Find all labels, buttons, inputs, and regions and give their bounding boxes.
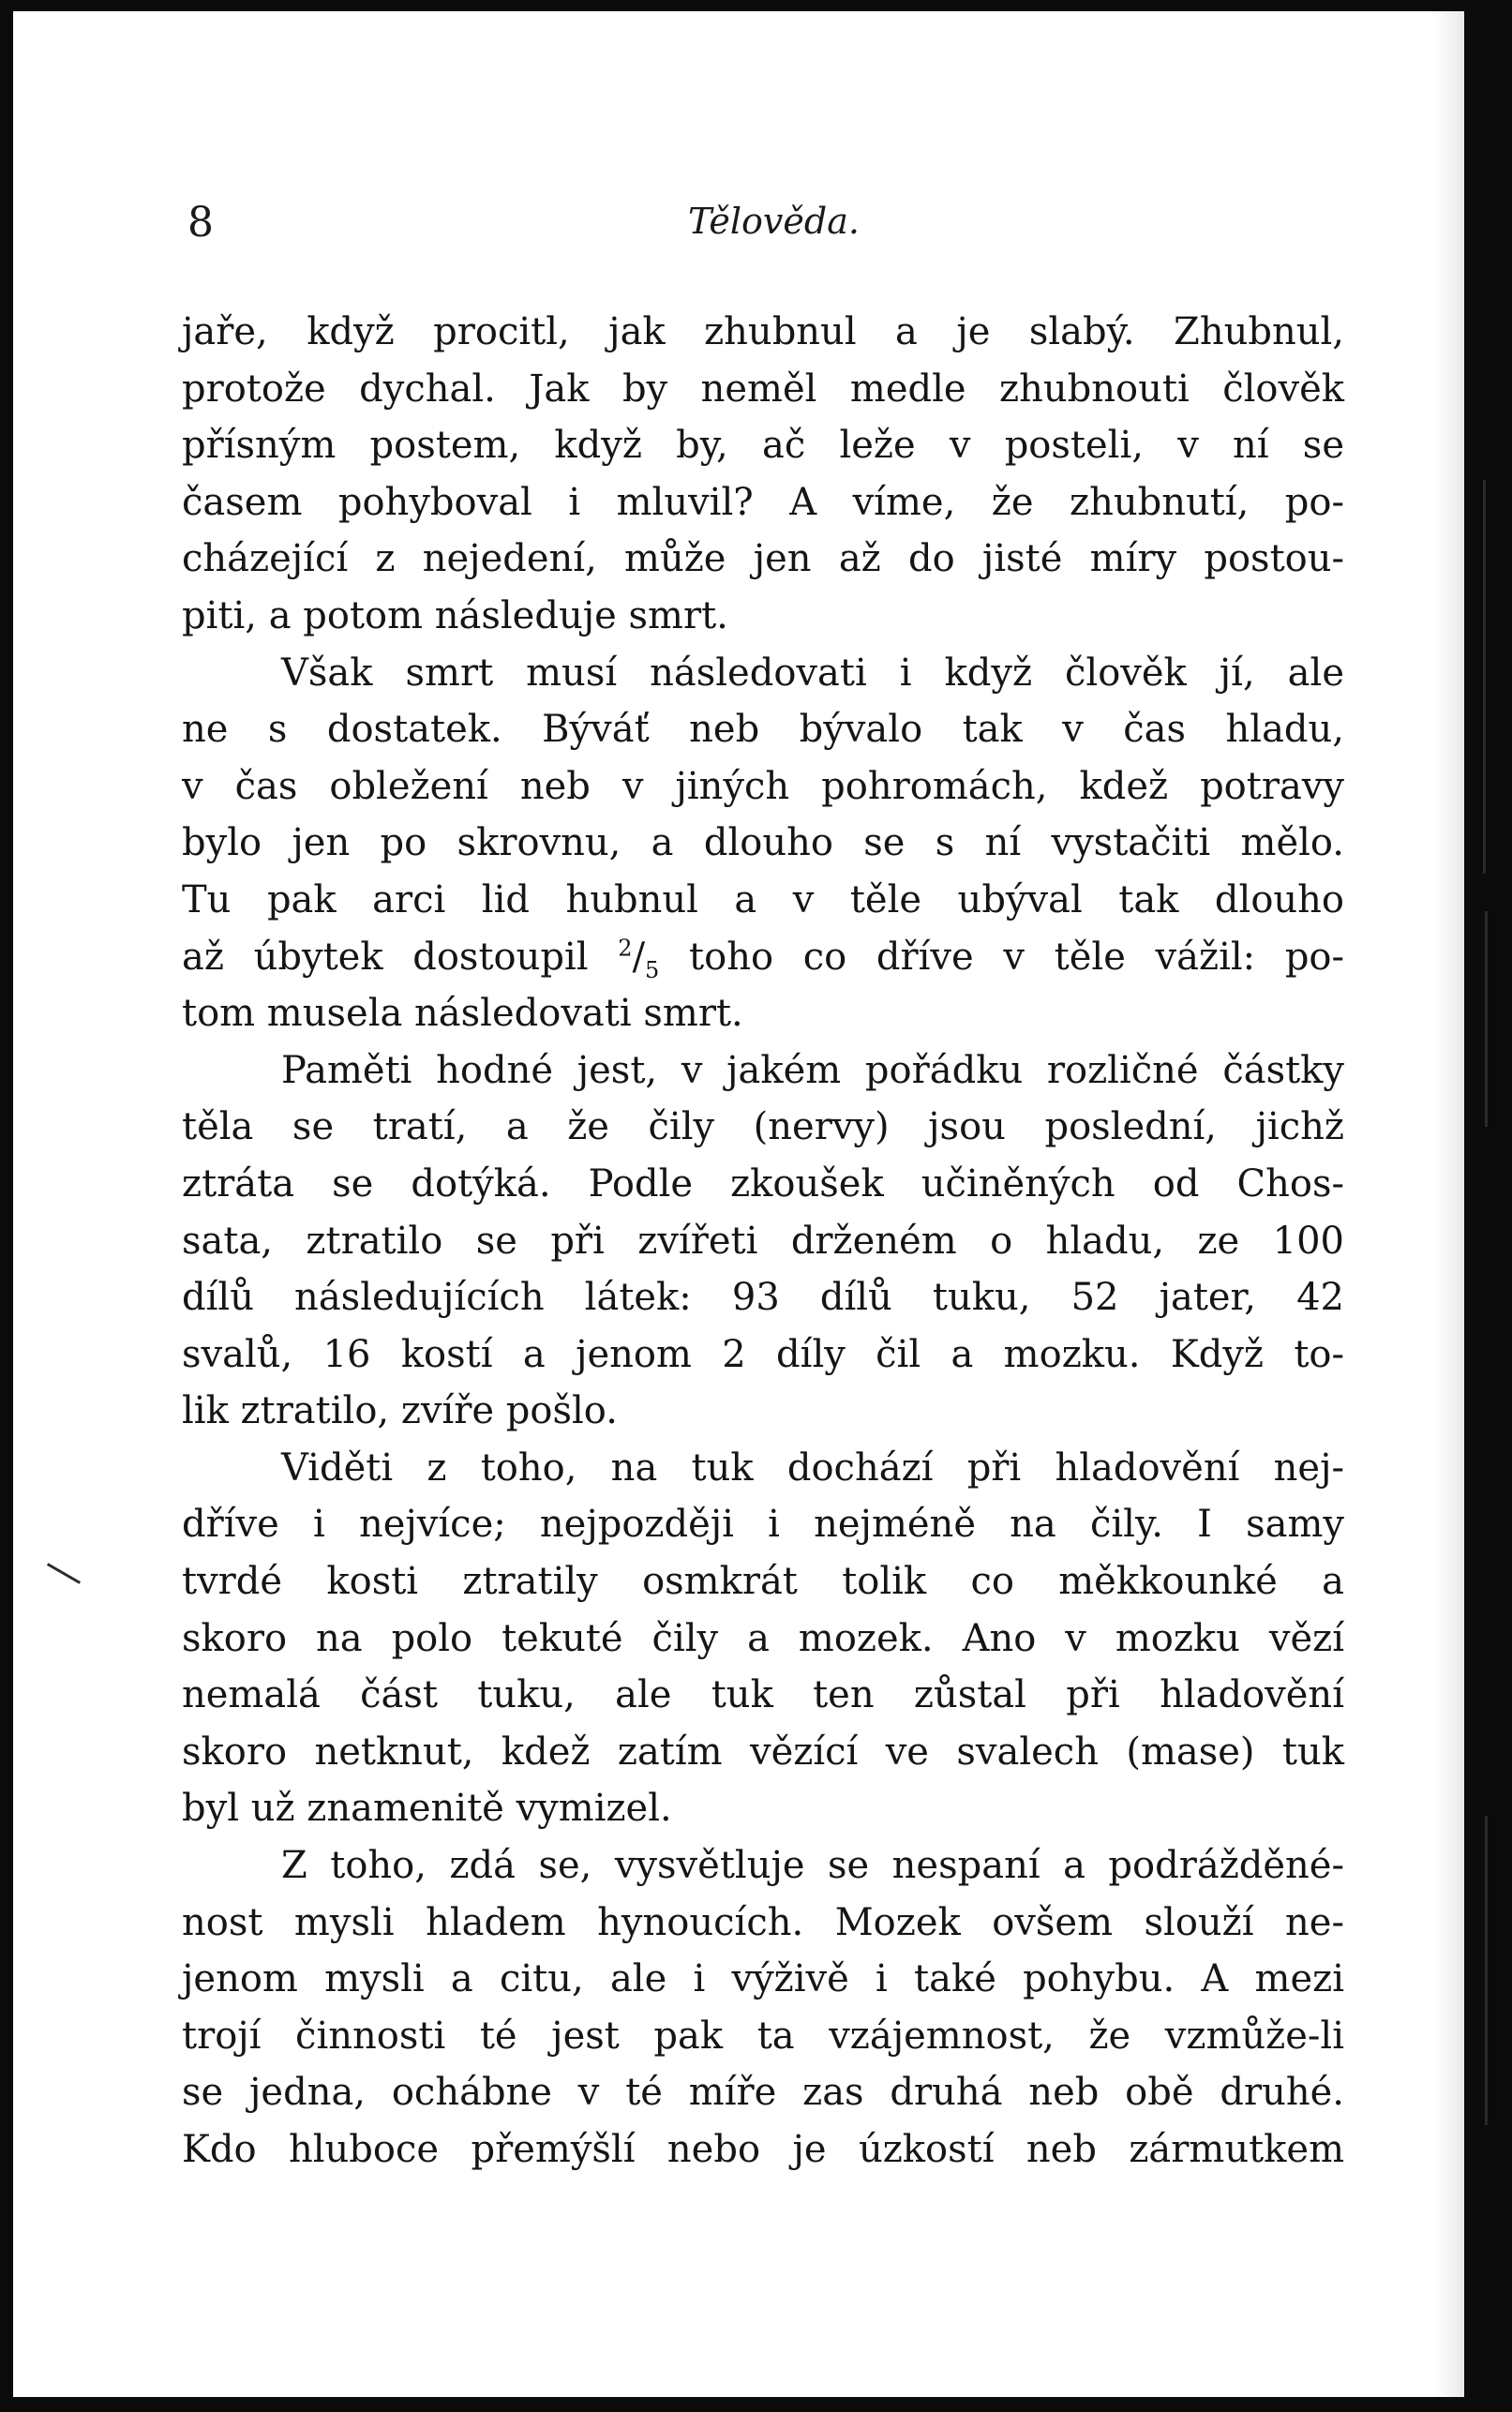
text-line: jaře, když procitl, jak zhubnul a je slabý. Zhubnul, [182, 310, 1344, 353]
text-line: protože dychal. Jak by neměl medle zhubnouti člověk [182, 367, 1344, 411]
body-text [182, 304, 1344, 2179]
text-line: nost mysli hladem hynoucích. Mozek ovšem slouží ne- [182, 1900, 1344, 1944]
text-segment: toho co dříve v těle vážil: po- [689, 935, 1345, 979]
text-line: se jedna, ochábne v té míře zas druhá neb obě druhé. [182, 2071, 1344, 2115]
paragraph-2 [182, 645, 1344, 1042]
text-line: skoro netknut, kdež zatím vězící ve svalech (mase) tuk [182, 1730, 1344, 1774]
text-line: těla se tratí, a že čily (nervy) jsou poslední, jichž [182, 1105, 1344, 1149]
text-line: byl už znamenitě vymizel. [182, 1787, 672, 1831]
page-number: 8 [187, 199, 214, 247]
book-page [13, 11, 1464, 2397]
text-line: tvrdé kosti ztratily osmkrát tolik co měkkounké a [182, 1560, 1344, 1604]
paragraph-3 [182, 1042, 1344, 1440]
margin-mark-right-bottom [1485, 1816, 1488, 2125]
text-line: jenom mysli a citu, ale i výživě i také pohybu. A mezi [182, 1957, 1344, 2001]
text-line: svalů, 16 kostí a jenom 2 díly čil a mozku. Když to- [182, 1332, 1344, 1376]
page-edge-shadow [1434, 11, 1464, 2397]
text-line: ne s dostatek. Býváť neb bývalo tak v čas hladu, [182, 708, 1344, 752]
margin-mark-right-mid [1485, 911, 1488, 1127]
text-line: časem pohyboval i mluvil? A víme, že zhubnutí, po- [182, 480, 1344, 524]
running-title: Tělověda. [688, 201, 860, 242]
text-line: v čas obležení neb v jiných pohromách, kdež potravy [182, 764, 1344, 808]
text-line: bylo jen po skrovnu, a dlouho se s ní vystačiti mělo. [182, 821, 1344, 865]
text-line: trojí činnosti té jest pak ta vzájemnost, že vzmůže-li [182, 2014, 1344, 2058]
text-line: Tu pak arci lid hubnul a v těle ubýval tak dlouho [182, 877, 1344, 921]
text-line: nemalá část tuku, ale tuk ten zůstal při hladovění [182, 1673, 1344, 1717]
text-line: Paměti hodné jest, v jakém pořádku rozličné částky [281, 1048, 1344, 1092]
text-line: Však smrt musí následovati i když člověk jí, ale [281, 651, 1344, 695]
fraction: $^2/_5$ [618, 935, 660, 983]
text-line: ztráta se dotýká. Podle zkoušek učiněných od Chos- [182, 1161, 1344, 1206]
text-line: dříve i nejvíce; nejpozději i nejméně na čily. I samy [182, 1503, 1344, 1547]
text-line: skoro na polo tekuté čily a mozek. Ano v mozku vězí [182, 1616, 1344, 1660]
text-line: přísným postem, když by, ač leže v posteli, v ní se [182, 424, 1344, 468]
text-line-with-fraction [182, 929, 1344, 986]
text-line: lik ztratilo, zvíře pošlo. [182, 1389, 618, 1433]
text-line: tom musela následovati smrt. [182, 992, 743, 1036]
paragraph-4 [182, 1440, 1344, 1837]
text-line: sata, ztratilo se při zvířeti drženém o hladu, ze 100 [182, 1219, 1344, 1263]
text-line: Z toho, zdá se, vysvětluje se nespaní a podrážděné- [281, 1844, 1344, 1888]
text-line: dílů následujících látek: 93 dílů tuku, 52 jater, 42 [182, 1276, 1344, 1320]
paragraph-1 [182, 304, 1344, 645]
text-line: piti, a potom následuje smrt. [182, 593, 728, 637]
text-line: Viděti z toho, na tuk dochází při hladovění nej- [281, 1446, 1344, 1490]
fraction-numerator: 2 [618, 935, 633, 962]
text-line: Kdo hluboce přemýšlí nebo je úzkostí neb zármutkem [182, 2128, 1344, 2171]
text-line: cházející z nejedení, může jen až do jisté míry postou- [182, 537, 1344, 581]
margin-mark-left [47, 1563, 81, 1584]
text-segment: až úbytek dostoupil [182, 935, 589, 979]
fraction-denominator: 5 [645, 956, 660, 983]
page-header [172, 199, 1354, 264]
paragraph-5 [182, 1837, 1344, 2179]
margin-mark-right-top [1483, 480, 1486, 874]
